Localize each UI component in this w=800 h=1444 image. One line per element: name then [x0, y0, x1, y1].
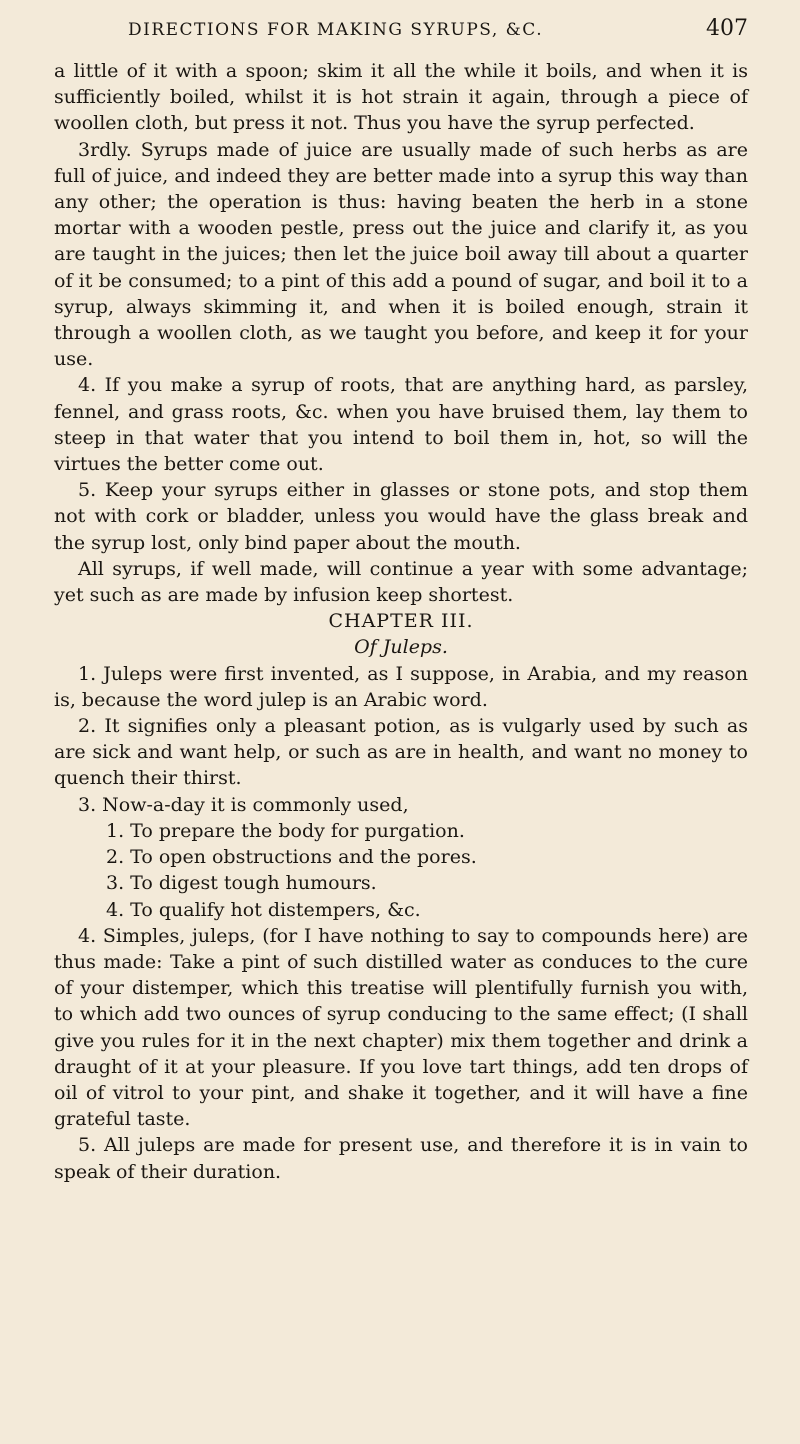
running-title: DIRECTIONS FOR MAKING SYRUPS, &C.: [128, 20, 544, 40]
paragraph-root-syrups: 4. If you make a syrup of roots, that are anything hard, as parsley, fennel, and grass roots, &c. when you have bruised them, lay them to steep in that water that you intend to boil them in, hot, so will the virtues the better come out.: [54, 374, 748, 476]
page-body: [54, 58, 748, 1185]
paragraph-continuation: a little of it with a spoon; skim it all the while it boils, and when it is sufficiently boiled, whilst it is hot strain it again, through a piece of woollen cloth, but press it not. Thus you have the syrup perfected.: [54, 60, 748, 135]
use-item: 1. To prepare the body for purgation.: [106, 819, 465, 842]
julep-point-2: 2. It signifies only a pleasant potion, as is vulgarly used by such as are sick and want help, or such as are in health, and want no money to quench their thirst.: [54, 715, 748, 790]
paragraph-juice-syrups: 3rdly. Syrups made of juice are usually made of such herbs as are full of juice, and indeed they are better made into a syrup this way than any other; the operation is thus: having beaten the herb in a stone mortar with a wooden pestle, press out the juice and clarify it, as you are taught in the juices; then let the juice boil away till about a quarter of it be consumed; to a pint of this add a pound of sugar, and boil it to a syrup, always skimming it, and when it is boiled enough, strain it through a woollen cloth, as we taught you before, and keep it for your use.: [54, 138, 748, 371]
julep-point-3: 3. Now-a-day it is commonly used,: [78, 793, 409, 816]
paragraph-duration: All syrups, if well made, will continue a year with some advantage; yet such as are made by infusion keep shortest.: [54, 557, 748, 607]
use-item: 3. To digest tough humours.: [106, 872, 377, 895]
use-item: 4. To qualify hot distempers, &c.: [106, 898, 421, 921]
julep-point-4: 4. Simples, juleps, (for I have nothing to say to compounds here) are thus made: Take a pint of such distilled water as conduces to the cure of your distemper, which this treatise will plentifully furnish you with, to which add two ounces of syrup conducing to the same effect; (I shall give you rules for it in the next chapter) mix them together and drink a draught of it at your pleasure. If you love tart things, add ten drops of oil of vitrol to your pint, and shake it together, and it will have a fine grateful taste.: [54, 924, 748, 1131]
julep-point-1: 1. Juleps were first invented, as I suppose, in Arabia, and my reason is, because the word julep is an Arabic word.: [54, 662, 748, 711]
chapter-subtitle: Of Juleps.: [354, 636, 448, 659]
page-number: 407: [706, 16, 748, 41]
use-item: 2. To open obstructions and the pores.: [106, 846, 477, 869]
chapter-heading: CHAPTER III.: [328, 610, 474, 633]
julep-point-5: 5. All juleps are made for present use, and therefore it is in vain to speak of their duration.: [54, 1134, 748, 1183]
running-head: [54, 14, 748, 58]
paragraph-keeping-syrups: 5. Keep your syrups either in glasses or stone pots, and stop them not with cork or bladder, unless you would have the glass break and the syrup lost, only bind paper about the mouth.: [54, 479, 748, 554]
